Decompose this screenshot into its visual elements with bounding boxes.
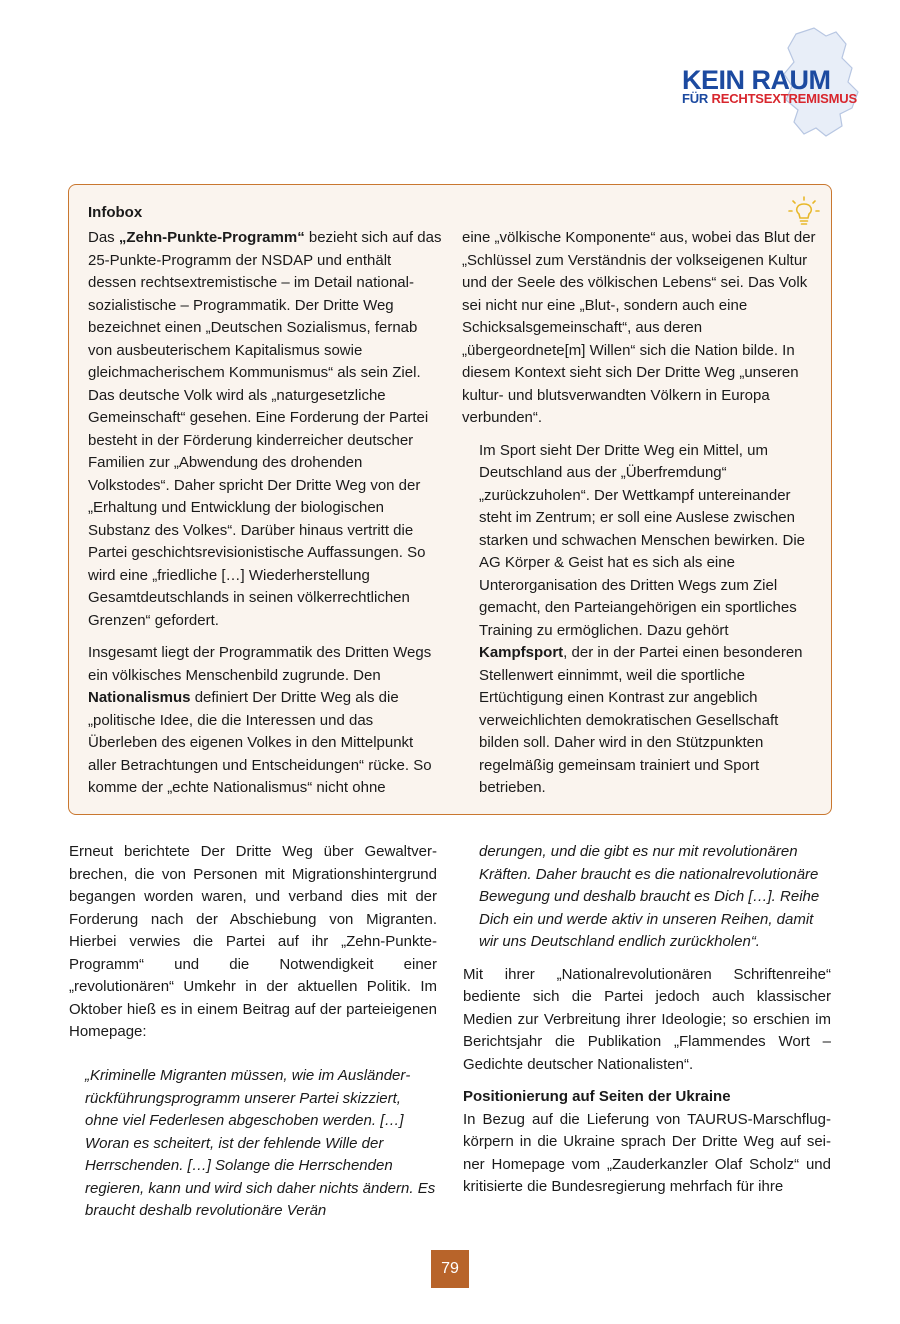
infobox-paragraph [88,227,443,632]
infobox [68,184,832,815]
text-run: Im Sport sieht Der Dritte Weg ein Mittel, um Deutschland aus der „Überfremdung“ „zurückzuholen“. Der Wettkampf untereinander steht im Zentrum; er soll eine Auslese zwischen starken und schwachen Menschen bewirken. Die AG Körper & Geist hat es sich als eine Unterorganisation des Dritten Wegs zum Ziel gemacht, den Parteiangehörigen ein sportliches Training zu ermöglichen. Dazu gehört [479,441,806,639]
section-heading: Positionierung auf Seiten der Ukraine [463,1088,731,1105]
bold-term: Nationalismus [88,689,191,706]
infobox-right-column [462,227,817,800]
page-number: 79 [431,1250,469,1288]
bold-term: Kampfsport [479,644,564,661]
logo-subtitle-prefix: FÜR [682,91,712,106]
infobox-paragraph [88,642,443,800]
text-run: bezieht sich auf das 25-Punkte-Programm der NSDAP und enthält dessen rechtsextremistische – im Detail nationalsozialistische – Programmatik. Der Dritte Weg bezeichnet einen „Deutschen Sozialismus, fernab von ausbeuterischem Kapitalismus sowie gleichmacherischem Kommunismus“ als sein Ziel. Das deutsche Volk wird als „naturgesetzliche Gemeinschaft“ gesehen. Eine Forderung der Partei besteht in der Förderung kinderreicher deutscher Familien zur „Abwendung des drohenden Volkstodes“. Daher spricht Der Dritte Weg von der „Erhaltung und Entwicklung der biologischen Substanz des Volkes“. Darüber hinaus vertritt die Partei geschichtsrevisionistische Auffassungen. So wird eine „friedliche […] Wiederherstellung Gesamtdeutschlands in seinen völkerrechtlichen Grenzen“ gefordert. [88,229,442,629]
body-paragraph: In Bezug auf die Lieferung von TAURUS-Marschflugkörpern in die Ukraine sprach Der Dritte Weg auf seiner Homepage vom „Zauderkanzler Olaf Scholz“ und kritisierte die Bundesregierung mehrfach für ihre [463,1110,831,1195]
infobox-paragraph: eine „völkische Komponente“ aus, wobei das Blut der „Schlüssel zum Verständnis der volkseigenen Kultur und der Seele des völkischen Lebens“ sei. Das Volk sei nicht nur eine „Blut-, sondern auch eine Schicksalsgemeinschaft“, aus deren „übergeordnete[m] Willen“ sich die Nation bilde. In diesem Kontext sieht sich Der Dritte Weg „unseren kultur- und blutsverwandten Völkern in Europa verbunden“. [462,229,816,426]
logo [676,22,866,140]
text-run: Insgesamt liegt der Programmatik des Dritten Wegs ein völkisches Menschenbild zugrunde. Den [88,644,432,684]
logo-title: KEIN RAUM [682,65,831,95]
text-run: , der in der Partei einen besonderen Stellenwert einnimmt, weil die sportliche Ertüchtigung einen Kontrast zur angeblich verweichlichten demokratischen Gesellschaft bilden soll. Daher wird in den Stützpunkten regelmäßig gemeinsam trainiert und Sport betrieben. [479,644,803,796]
logo-subtitle [682,91,857,106]
quote-continuation: derungen, und die gibt es nur mit revolutionären Kräften. Daher braucht es die nationalrevolutionäre Bewegung und deshalb braucht es Dich […]. Reihe Dich ein und werde aktiv in unseren Reihen, damit wir uns Deutschland endlich zurückholen“. [479,843,820,950]
infobox-left-column [88,227,443,800]
infobox-paragraph [462,440,817,800]
logo-subtitle-emphasis: RECHTSEXTREMISMUS [711,91,857,106]
infobox-title: Infobox [88,204,143,221]
quote-block: „Kriminelle Migranten müssen, wie im Ausländerrückführungsprogramm unserer Partei skizziert, ohne viel Federlesen abgeschoben werden. […] Woran es scheitert, ist der fehlende Wille der Herrschenden. […] Solange die Herrschenden regieren, kann und wird sich daher nichts ändern. Es braucht deshalb revolutionäre Verän [85,1067,436,1219]
bold-term: „Zehn-Punkte-Programm“ [118,229,305,246]
body-left-paragraph: Erneut berichtete Der Dritte Weg über Gewaltverbrechen, die von Personen mit Migrationshintergrund begangen worden waren, und verband dies mit der Forderung nach der Abschiebung von Migranten. Hierbei verwies die Partei auf ihr „Zehn-Punkte-Programm“ und die Notwendigkeit einer „revolutionären“ Umkehr in der aktuellen Politik. Im Oktober hieß es in einem Beitrag auf der parteieigenen Homepage: [69,843,437,1040]
text-run: definiert Der Dritte Weg als die „politische Idee, die die Interessen und das Überleben des eigenen Volkes in den Mittelpunkt aller Betrachtungen und Entscheidungen“ rücke. So komme der „echte Nationalismus“ nicht ohne [88,689,432,796]
lightbulb-icon [787,195,821,229]
body-right-column [463,841,831,1199]
body-paragraph: Mit ihrer „Nationalrevolutionären Schriftenreihe“ bediente sich die Partei jedoch auch klassischer Medien zur Verbreitung ihrer Ideologie; so erschien im Berichtsjahr die Publikation „Flammendes Wort – Gedichte deutscher Nationalisten“. [463,965,831,1073]
text-run: Das [88,229,119,246]
